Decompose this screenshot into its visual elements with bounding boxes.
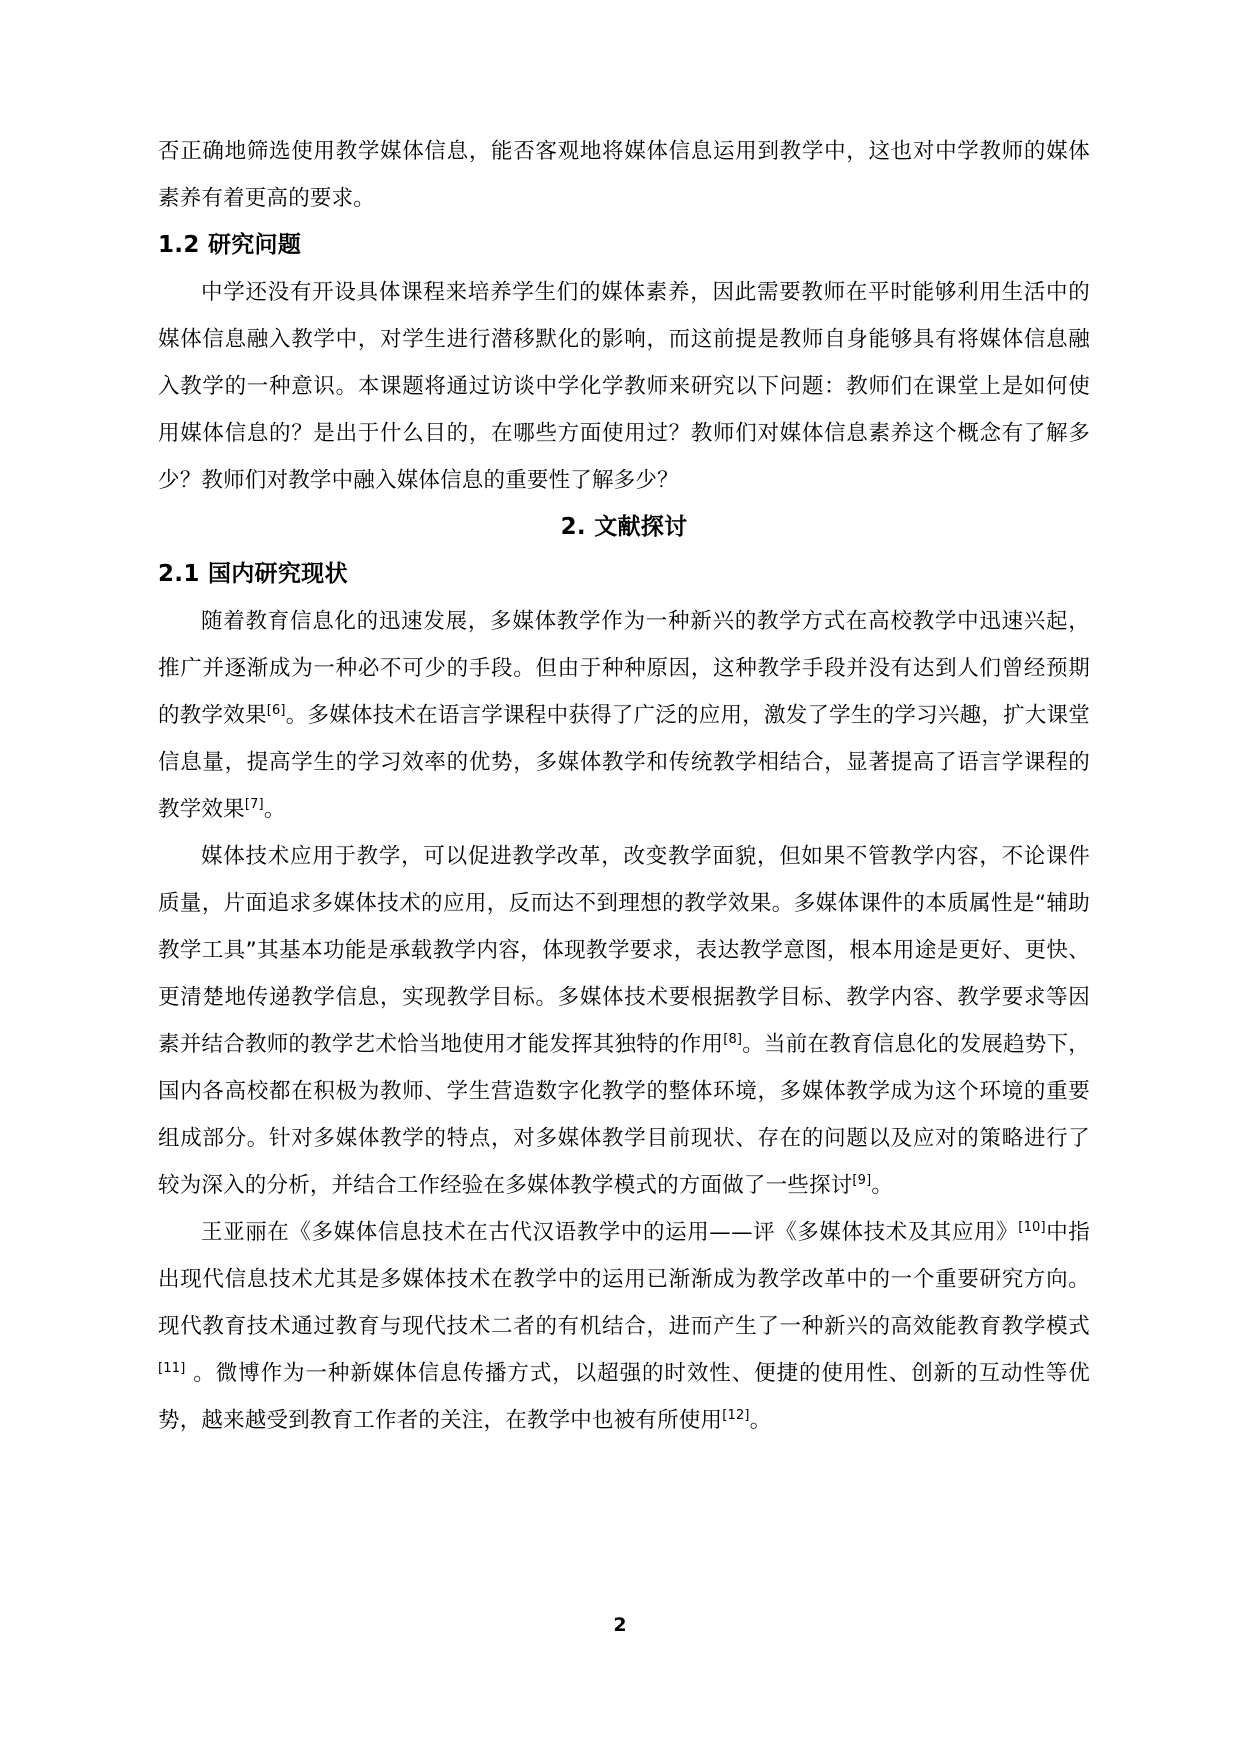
paragraph-continued-opening: 否正确地筛选使用教学媒体信息，能否客观地将媒体信息运用到教学中，这也对中学教师的媒体素养有着更高的要求。	[158, 139, 1090, 211]
paragraph-multimedia-teaching-rise: 随着教育信息化的迅速发展，多媒体教学作为一种新兴的教学方式在高校教学中迅速兴起，推广并逐渐成为一种必不可少的手段。但由于种种原因，这种教学手段并没有达到人们曾经预期的教学效果[6]。多媒体技术在语言学课程中获得了广泛的应用，激发了学生的学习兴趣，扩大课堂信息量，提高学生的学习效率的优势，多媒体教学和传统教学相结合，显著提高了语言学课程的教学效果[7]。	[158, 609, 1090, 822]
paragraph-wang-yali: 王亚丽在《多媒体信息技术在古代汉语教学中的运用——评《多媒体技术及其应用》[10]中指出现代信息技术尤其是多媒体技术在教学中的运用已渐渐成为教学改革中的一个重要研究方向。现代教育技术通过教育与现代技术二者的有机结合，进而产生了一种新兴的高效能教育教学模式[11] 。微博作为一种新媒体信息传播方式，以超强的时效性、便捷的使用性、创新的互动性等优势，越来越受到教育工作者的关注，在教学中也被有所使用[12]。	[158, 1219, 1090, 1433]
reference-marker: [11]	[158, 1360, 186, 1376]
heading-1-2: 1.2 研究问题	[158, 232, 302, 258]
paragraph-media-technology-application: 媒体技术应用于教学，可以促进教学改革，改变教学面貌，但如果不管教学内容，不论课件质量，片面追求多媒体技术的应用，反而达不到理想的教学效果。多媒体课件的本质属性是“辅助教学工具”其基本功能是承载教学内容，体现教学要求，表达教学意图，根本用途是更好、更快、更清楚地传递教学信息，实现教学目标。多媒体技术要根据教学目标、教学内容、教学要求等因素并结合教师的教学艺术恰当地使用才能发挥其独特的作用[8]。当前在教育信息化的发展趋势下，国内各高校都在积极为教师、学生营造数字化教学的整体环境，多媒体教学成为这个环境的重要组成部分。针对多媒体教学的特点，对多媒体教学目前现状、存在的问题以及应对的策略进行了较为深入的分析，并结合工作经验在多媒体教学模式的方面做了一些探讨[9]。	[158, 844, 1091, 1198]
page-content	[158, 128, 1090, 1444]
reference-marker: [12]	[722, 1407, 750, 1423]
reference-marker: [6]	[266, 702, 286, 718]
reference-marker: [9]	[852, 1172, 872, 1188]
page-number: 2	[613, 1614, 627, 1636]
heading-2-literature-review: 2. 文献探讨	[560, 514, 688, 540]
reference-marker: [10]	[1018, 1219, 1046, 1235]
reference-marker: [8]	[723, 1031, 743, 1047]
heading-2-1: 2.1 国内研究现状	[158, 561, 348, 587]
reference-marker: [7]	[244, 796, 264, 812]
paragraph-research-questions: 中学还没有开设具体课程来培养学生们的媒体素养，因此需要教师在平时能够利用生活中的媒体信息融入教学中，对学生进行潜移默化的影响，而这前提是教师自身能够具有将媒体信息融入教学的一种意识。本课题将通过访谈中学化学教师来研究以下问题：教师们在课堂上是如何使用媒体信息的？是出于什么目的，在哪些方面使用过？教师们对媒体信息素养这个概念有了解多少？教师们对教学中融入媒体信息的重要性了解多少？	[158, 280, 1090, 493]
